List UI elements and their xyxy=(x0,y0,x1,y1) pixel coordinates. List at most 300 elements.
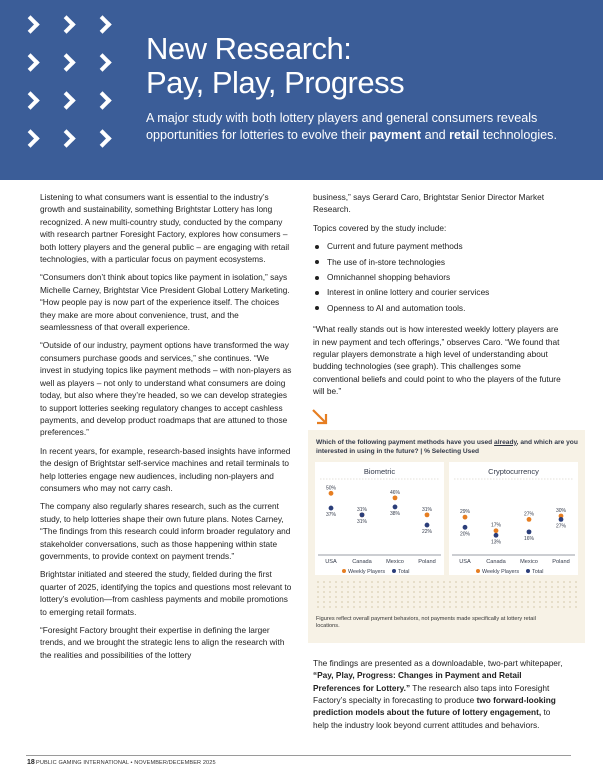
grid-dot xyxy=(317,606,319,608)
grid-dot xyxy=(359,581,361,583)
grid-dot xyxy=(527,606,529,608)
grid-dot xyxy=(329,586,331,588)
grid-dot xyxy=(521,581,523,583)
grid-dot xyxy=(545,601,547,603)
list-item: The use of in-store technologies xyxy=(313,256,566,268)
grid-dot xyxy=(395,581,397,583)
grid-dot xyxy=(323,581,325,583)
grid-dot xyxy=(353,581,355,583)
grid-dot xyxy=(323,606,325,608)
grid-dot xyxy=(371,596,373,598)
grid-dot xyxy=(575,591,577,593)
grid-dot xyxy=(353,591,355,593)
whitepaper-title: “Pay, Play, Progress: Changes in Payment and Retail Preferences for Lottery.” xyxy=(313,670,522,693)
grid-dot xyxy=(449,591,451,593)
grid-dot xyxy=(563,601,565,603)
grid-dot xyxy=(383,586,385,588)
grid-dot xyxy=(485,596,487,598)
grid-dot xyxy=(449,581,451,583)
grid-dot xyxy=(365,581,367,583)
total-value-label: 20% xyxy=(459,531,471,538)
grid-dot xyxy=(377,596,379,598)
grid-dot xyxy=(431,606,433,608)
grid-dot xyxy=(521,601,523,603)
grid-dot xyxy=(413,581,415,583)
chart-title-crypto: Cryptocurrency xyxy=(488,466,539,476)
grid-dot xyxy=(383,606,385,608)
grid-dot xyxy=(317,581,319,583)
grid-dot xyxy=(491,586,493,588)
grid-dot xyxy=(557,596,559,598)
total-value-label: 27% xyxy=(555,523,567,530)
grid-dot xyxy=(479,581,481,583)
grid-dot xyxy=(335,581,337,583)
tick-label-poland: Poland xyxy=(552,558,570,565)
grid-dot xyxy=(467,596,469,598)
grid-dot xyxy=(425,591,427,593)
grid-dot xyxy=(335,586,337,588)
grid-dot xyxy=(329,581,331,583)
subtitle-run: and xyxy=(421,128,450,142)
weekly-players-value-label: 29% xyxy=(459,508,471,515)
subtitle-bold-payment: payment xyxy=(369,128,422,142)
grid-dot xyxy=(437,596,439,598)
weekly-players-value-label: 17% xyxy=(490,522,502,529)
grid-dot xyxy=(479,586,481,588)
subtitle-bold-retail: retail xyxy=(449,128,480,142)
body-column-right xyxy=(313,191,578,747)
grid-dot xyxy=(539,586,541,588)
grid-dot xyxy=(521,606,523,608)
grid-dot xyxy=(563,596,565,598)
legend-swatch-total xyxy=(392,569,396,573)
grid-dot xyxy=(509,596,511,598)
list-item: Omnichannel shopping behaviors xyxy=(313,271,566,283)
body-paragraph: “Consumers don’t think about topics like payment in isolation,” says Michelle Carney, Brightstar Vice President Global Lottery Marketing. “How people pay is now part of the experience itself. The choices they make are more about convenience, trust, and the seamlessness of that overall experience. xyxy=(40,272,290,333)
grid-dot xyxy=(473,606,475,608)
grid-dot xyxy=(389,586,391,588)
grid-dot xyxy=(419,586,421,588)
grid-dot xyxy=(413,601,415,603)
grid-dot xyxy=(545,596,547,598)
grid-dot xyxy=(557,601,559,603)
weekly-players-value-label: 27% xyxy=(523,511,535,518)
grid-dot xyxy=(377,606,379,608)
grid-dot xyxy=(569,586,571,588)
grid-dot xyxy=(371,591,373,593)
chevron-right-icon xyxy=(93,53,111,71)
grid-dot xyxy=(551,581,553,583)
grid-dot xyxy=(569,581,571,583)
grid-dot xyxy=(425,586,427,588)
grid-dot xyxy=(401,601,403,603)
grid-dot xyxy=(341,586,343,588)
grid-dot xyxy=(395,601,397,603)
payment-methods-figure xyxy=(308,430,585,643)
topics-intro: Topics covered by the study include: xyxy=(313,222,447,233)
grid-dot xyxy=(365,586,367,588)
grid-dot xyxy=(569,591,571,593)
grid-dot xyxy=(347,581,349,583)
grid-dot xyxy=(371,586,373,588)
grid-dot xyxy=(425,606,427,608)
grid-dot xyxy=(467,601,469,603)
figure-title-underlined: already xyxy=(494,438,517,446)
grid-dot xyxy=(371,601,373,603)
publication-line: PUBLIC GAMING INTERNATIONAL • NOVEMBER/DECEMBER 2025 xyxy=(36,760,216,766)
grid-dot xyxy=(353,596,355,598)
grid-dot xyxy=(431,581,433,583)
grid-dot xyxy=(425,601,427,603)
grid-dot xyxy=(545,581,547,583)
grid-dot xyxy=(473,601,475,603)
grid-dot xyxy=(437,601,439,603)
grid-dot xyxy=(395,586,397,588)
grid-dot xyxy=(545,586,547,588)
grid-dot xyxy=(551,606,553,608)
grid-dot xyxy=(533,586,535,588)
grid-dot xyxy=(515,601,517,603)
closing-paragraph xyxy=(313,657,566,731)
headline-line-2: Pay, Play, Progress xyxy=(146,65,405,100)
legend-label-weekly: Weekly Players xyxy=(348,568,386,575)
grid-dot xyxy=(341,606,343,608)
grid-dot xyxy=(575,596,577,598)
grid-dot xyxy=(473,596,475,598)
grid-dot xyxy=(401,591,403,593)
legend-swatch-total xyxy=(526,569,530,573)
chevron-right-icon xyxy=(57,53,75,71)
tick-label-canada: Canada xyxy=(352,558,372,565)
weekly-players-value-label: 31% xyxy=(421,506,433,513)
grid-dot xyxy=(377,581,379,583)
grid-dot xyxy=(335,591,337,593)
page-number: 18 xyxy=(27,759,35,766)
grid-dot xyxy=(335,606,337,608)
tick-label-usa: USA xyxy=(325,558,337,565)
grid-dot xyxy=(449,596,451,598)
grid-dot xyxy=(539,591,541,593)
grid-dot xyxy=(431,596,433,598)
grid-dot xyxy=(341,601,343,603)
grid-dot xyxy=(497,601,499,603)
grid-dot xyxy=(407,586,409,588)
article-subtitle xyxy=(146,110,586,144)
grid-dot xyxy=(419,601,421,603)
grid-dot xyxy=(455,591,457,593)
grid-dot xyxy=(545,606,547,608)
grid-dot xyxy=(527,586,529,588)
article-banner xyxy=(0,0,603,180)
total-value-label: 31% xyxy=(356,518,368,525)
grid-dot xyxy=(557,606,559,608)
closing-run: The research also taps into Foresight Factory’s specialty in forecasting to produce xyxy=(313,682,550,705)
grid-dot xyxy=(389,606,391,608)
total-dot-usa xyxy=(463,525,468,530)
grid-dot xyxy=(491,601,493,603)
grid-dot xyxy=(407,581,409,583)
grid-dot xyxy=(377,591,379,593)
total-dot-canada xyxy=(494,533,499,538)
grid-dot xyxy=(533,601,535,603)
caro-quote: “What really stands out is how interested weekly lottery players are in new payment and tech offerings,” observes Caro. “We found that regular players demonstrate a high level of understanding about budding technologies (see graph). This challenges some conventional beliefs and could point to who the players of the future will be.” xyxy=(313,324,561,397)
grid-dot xyxy=(521,596,523,598)
grid-dot xyxy=(461,591,463,593)
grid-dot xyxy=(467,606,469,608)
grid-dot xyxy=(527,596,529,598)
grid-dot xyxy=(539,581,541,583)
figure-title-run: , and which are you interested in using in the future? | % Selecting Used xyxy=(316,438,578,455)
grid-dot xyxy=(533,606,535,608)
chevron-right-icon xyxy=(93,91,111,109)
grid-dot xyxy=(443,591,445,593)
grid-dot xyxy=(533,591,535,593)
total-value-label: 22% xyxy=(421,528,433,535)
grid-dot xyxy=(521,591,523,593)
grid-dot xyxy=(569,596,571,598)
grid-dot xyxy=(341,591,343,593)
grid-dot xyxy=(455,581,457,583)
list-item: Interest in online lottery and courier services xyxy=(313,286,566,298)
grid-dot xyxy=(431,591,433,593)
grid-dot xyxy=(443,601,445,603)
grid-dot xyxy=(323,596,325,598)
weekly-players-dot-mexico xyxy=(527,517,532,522)
grid-dot xyxy=(491,581,493,583)
grid-dot xyxy=(419,596,421,598)
grid-dot xyxy=(461,581,463,583)
grid-dot xyxy=(449,606,451,608)
figure-title-run: Which of the following payment methods have you used xyxy=(316,438,495,446)
grid-dot xyxy=(407,591,409,593)
grid-dot xyxy=(395,591,397,593)
grid-dot xyxy=(575,581,577,583)
grid-dot xyxy=(431,601,433,603)
grid-dot xyxy=(575,601,577,603)
total-dot-mexico xyxy=(527,529,532,534)
grid-dot xyxy=(437,591,439,593)
grid-dot xyxy=(323,586,325,588)
grid-dot xyxy=(473,581,475,583)
grid-dot xyxy=(317,586,319,588)
grid-dot xyxy=(449,601,451,603)
total-dot-usa xyxy=(329,505,334,510)
grid-dot xyxy=(545,591,547,593)
grid-dot xyxy=(353,606,355,608)
grid-dot xyxy=(461,606,463,608)
grid-dot xyxy=(467,581,469,583)
grid-dot xyxy=(329,596,331,598)
grid-dot xyxy=(527,581,529,583)
grid-dot xyxy=(551,586,553,588)
chevron-right-icon xyxy=(93,129,111,147)
grid-dot xyxy=(497,606,499,608)
grid-dot xyxy=(563,591,565,593)
dot-plot-chart xyxy=(314,460,579,610)
grid-dot xyxy=(401,586,403,588)
grid-dot xyxy=(485,586,487,588)
grid-dot xyxy=(473,591,475,593)
grid-dot xyxy=(563,586,565,588)
grid-dot xyxy=(359,596,361,598)
grid-dot xyxy=(461,596,463,598)
decorative-dot-grid xyxy=(317,581,577,608)
grid-dot xyxy=(521,586,523,588)
grid-dot xyxy=(443,606,445,608)
grid-dot xyxy=(329,601,331,603)
total-dot-poland xyxy=(559,517,564,522)
grid-dot xyxy=(551,596,553,598)
grid-dot xyxy=(557,581,559,583)
body-paragraph: “Outside of our industry, payment options have transformed the way consumers purchase goods and services,” she continues. “We invest in studying topics like payment methods – with non-players as well as players – not only to understand what consumers are doing today, but also where they’re headed, so we can develop strategies to support lotteries seeking regulatory changes to accept cashless payments, and develop product roadmaps that are attuned to those preferences.” xyxy=(40,340,292,438)
grid-dot xyxy=(347,586,349,588)
grid-dot xyxy=(551,601,553,603)
chevron-right-icon xyxy=(57,129,75,147)
grid-dot xyxy=(491,606,493,608)
chevron-right-icon xyxy=(21,53,39,71)
grid-dot xyxy=(515,596,517,598)
grid-dot xyxy=(443,596,445,598)
grid-dot xyxy=(347,606,349,608)
grid-dot xyxy=(503,581,505,583)
grid-dot xyxy=(455,606,457,608)
grid-dot xyxy=(323,601,325,603)
chevron-right-icon xyxy=(21,91,39,109)
grid-dot xyxy=(365,596,367,598)
legend-label-total: Total xyxy=(398,568,410,575)
grid-dot xyxy=(419,591,421,593)
grid-dot xyxy=(455,586,457,588)
grid-dot xyxy=(377,586,379,588)
grid-dot xyxy=(479,591,481,593)
body-paragraph: The company also regularly shares research, such as the current study, to help lotteries shape their own future plans. Notes Carney, “The findings from this research could inform broader regulatory and stakeholder conversations, such as those happening within state governments, to provide context on payment trends.” xyxy=(40,501,291,561)
grid-dot xyxy=(509,586,511,588)
grid-dot xyxy=(377,601,379,603)
chevron-right-icon xyxy=(57,15,75,33)
total-value-label: 38% xyxy=(389,510,401,517)
grid-dot xyxy=(509,591,511,593)
body-paragraph: Listening to what consumers want is essential to the industry’s growth and sustainability, something Brightstar Lottery has long recognized. A new multi-country study, conducted by the company with research partner Foresight Factory, explores how consumers – both lottery players and the general public – are engaging with retail technologies, with a particular focus on payment ecosystems. xyxy=(40,192,290,265)
grid-dot xyxy=(497,596,499,598)
grid-dot xyxy=(389,596,391,598)
tick-label-poland: Poland xyxy=(418,558,436,565)
grid-dot xyxy=(371,606,373,608)
grid-dot xyxy=(407,601,409,603)
grid-dot xyxy=(467,586,469,588)
grid-dot xyxy=(365,606,367,608)
grid-dot xyxy=(359,606,361,608)
grid-dot xyxy=(317,601,319,603)
grid-dot xyxy=(317,596,319,598)
grid-dot xyxy=(389,601,391,603)
grid-dot xyxy=(533,581,535,583)
grid-dot xyxy=(503,596,505,598)
legend-label-weekly: Weekly Players xyxy=(482,568,520,575)
grid-dot xyxy=(413,606,415,608)
article-headline xyxy=(146,32,586,100)
grid-dot xyxy=(479,596,481,598)
grid-dot xyxy=(539,596,541,598)
grid-dot xyxy=(323,591,325,593)
grid-dot xyxy=(527,591,529,593)
grid-dot xyxy=(449,586,451,588)
grid-dot xyxy=(497,591,499,593)
grid-dot xyxy=(383,596,385,598)
legend-label-total: Total xyxy=(532,568,544,575)
grid-dot xyxy=(425,596,427,598)
grid-dot xyxy=(461,586,463,588)
grid-dot xyxy=(335,596,337,598)
grid-dot xyxy=(413,596,415,598)
weekly-players-dot-canada xyxy=(494,528,499,533)
figure-caption: Figures reflect overall payment behaviors, not payments made specifically at lottery retail locations. xyxy=(316,615,536,630)
weekly-players-value-label: 30% xyxy=(555,507,567,514)
prediction-models-phrase: two forward-looking prediction models about the future of lottery engagement, xyxy=(313,694,556,718)
grid-dot xyxy=(347,596,349,598)
weekly-players-dot-usa xyxy=(463,514,468,519)
weekly-players-value-label: 50% xyxy=(325,485,337,492)
grid-dot xyxy=(443,581,445,583)
grid-dot xyxy=(431,586,433,588)
grid-dot xyxy=(437,606,439,608)
grid-dot xyxy=(365,591,367,593)
tick-label-mexico: Mexico xyxy=(520,558,538,565)
grid-dot xyxy=(563,606,565,608)
grid-dot xyxy=(497,586,499,588)
total-value-label: 37% xyxy=(325,511,337,518)
grid-dot xyxy=(359,601,361,603)
chevron-right-icon xyxy=(21,129,39,147)
grid-dot xyxy=(341,596,343,598)
grid-dot xyxy=(485,581,487,583)
list-item: Openness to AI and automation tools. xyxy=(313,302,566,314)
grid-dot xyxy=(437,581,439,583)
grid-dot xyxy=(359,591,361,593)
grid-dot xyxy=(485,591,487,593)
grid-dot xyxy=(569,606,571,608)
grid-dot xyxy=(557,586,559,588)
grid-dot xyxy=(443,586,445,588)
grid-dot xyxy=(467,591,469,593)
total-dot-mexico xyxy=(393,504,398,509)
body-paragraph: In recent years, for example, research-based insights have informed the design of Brightstar self-service machines and retail terminals to help lotteries engage new audiences, including non-players and consumers who may not carry cash. xyxy=(40,445,291,493)
grid-dot xyxy=(353,586,355,588)
grid-dot xyxy=(359,586,361,588)
chevron-pattern xyxy=(20,14,130,164)
footer-divider xyxy=(26,755,571,756)
grid-dot xyxy=(455,596,457,598)
figure-title xyxy=(314,438,579,456)
grid-dot xyxy=(389,591,391,593)
weekly-players-dot-mexico xyxy=(393,495,398,500)
chevron-right-icon xyxy=(21,15,39,33)
grid-dot xyxy=(335,601,337,603)
grid-dot xyxy=(497,581,499,583)
weekly-players-dot-usa xyxy=(329,491,334,496)
legend-swatch-weekly xyxy=(476,569,480,573)
grid-dot xyxy=(491,596,493,598)
grid-dot xyxy=(575,586,577,588)
grid-dot xyxy=(503,586,505,588)
subtitle-run: technologies. xyxy=(479,128,557,142)
grid-dot xyxy=(503,606,505,608)
body-paragraph: business,” says Gerard Caro, Brightstar Senior Director Market Research. xyxy=(313,192,545,215)
grid-dot xyxy=(341,581,343,583)
grid-dot xyxy=(383,581,385,583)
weekly-players-value-label: 46% xyxy=(389,489,401,496)
tick-label-usa: USA xyxy=(459,558,471,565)
grid-dot xyxy=(515,586,517,588)
